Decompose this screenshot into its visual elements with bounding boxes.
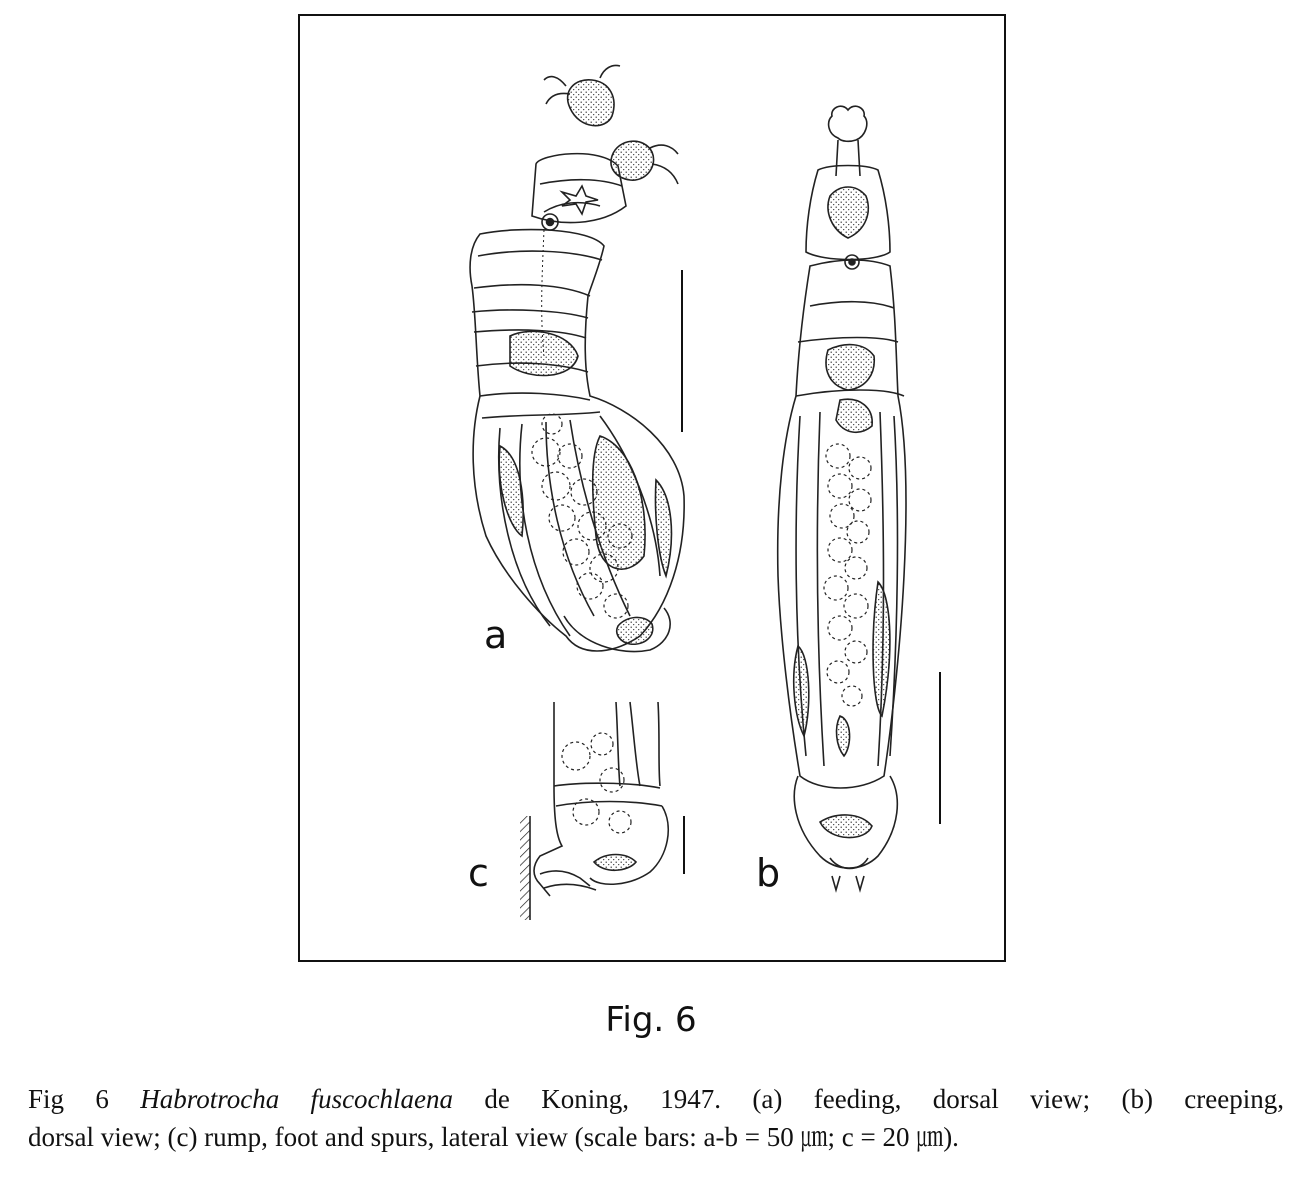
panel-label-c: c (468, 851, 489, 895)
panel-label-b: b (756, 851, 781, 895)
figure-frame (298, 14, 1006, 962)
figure-caption (28, 1080, 1284, 1156)
caption-species: Habrotrocha fuscochlaena (140, 1084, 454, 1114)
specimen-b-drawing (778, 106, 906, 890)
figure-number: Fig. 6 (605, 1000, 697, 1040)
caption-line-1 (28, 1080, 1284, 1118)
specimen-a-drawing (470, 66, 684, 652)
caption-prefix: Fig 6 (28, 1084, 141, 1114)
specimen-c-drawing (520, 702, 668, 920)
caption-line-2: dorsal view; (c) rump, foot and spurs, lateral view (scale bars: a-b = 50 ㎛; c = 20 ㎛). (28, 1122, 959, 1152)
caption-line1-rest: de Koning, 1947. (a) feeding, dorsal view; (b) creeping, (453, 1084, 1284, 1114)
figure-illustration (300, 16, 1004, 960)
panel-label-a: a (484, 613, 508, 657)
